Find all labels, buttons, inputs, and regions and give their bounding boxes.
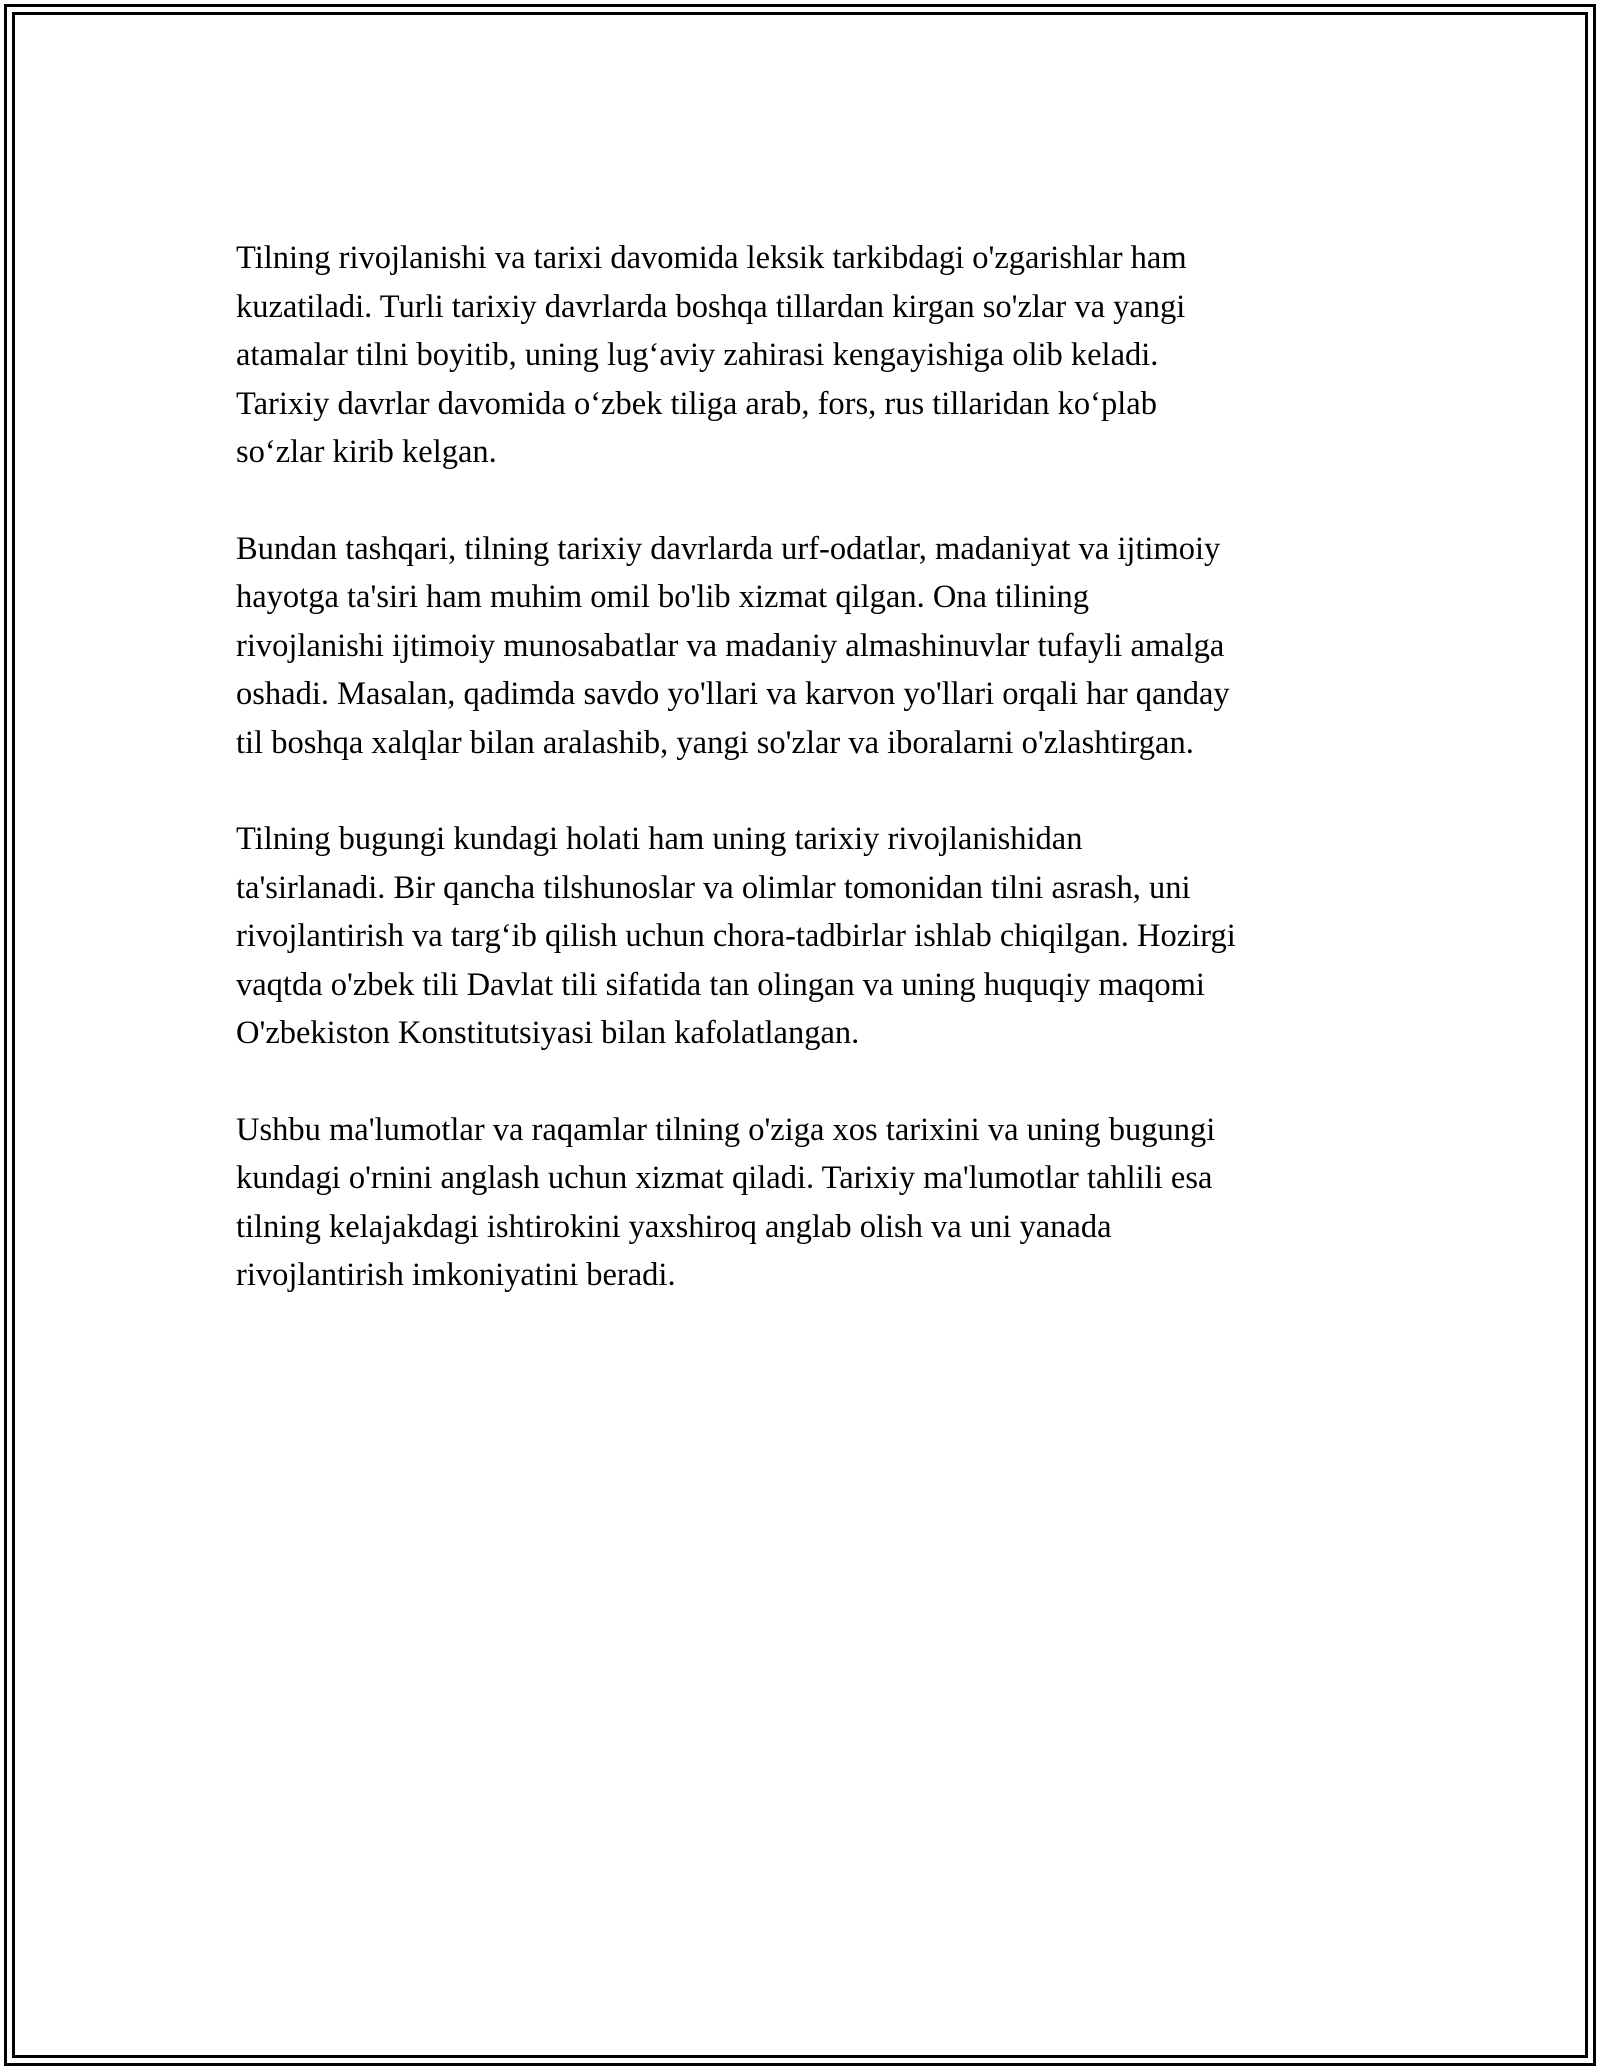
document-body xyxy=(236,234,1376,1348)
paragraph-lexical-changes: Tilning rivojlanishi va tarixi davomida leksik tarkibdagi o'zgarishlar ham kuzatiladi. Turli tarixiy davrlarda boshqa tillardan kirgan so'zlar va yangi atamalar tilni boyitib, uning lug‘aviy zahirasi kengayishiga olib keladi. Tarixiy davrlar davomida o‘zbek tiliga arab, fors, rus tillaridan ko‘plab so‘zlar kirib kelgan. xyxy=(236,240,1187,470)
paragraph-conclusion: Ushbu ma'lumotlar va raqamlar tilning o'ziga xos tarixini va uning bugungi kundagi o'rnini anglash uchun xizmat qiladi. Tarixiy ma'lumotlar tahlili esa tilning kelajakdagi ishtirokini yaxshiroq anglab olish va uni yanada rivojlantirish imkoniyatini beradi. xyxy=(236,1111,1216,1293)
paragraph-cultural-influence: Bundan tashqari, tilning tarixiy davrlarda urf-odatlar, madaniyat va ijtimoiy hayotga ta'siri ham muhim omil bo'lib xizmat qilgan. Ona tilining rivojlanishi ijtimoiy munosabatlar va madaniy almashinuvlar tufayli amalga oshadi. Masalan, qadimda savdo yo'llari va karvon yo'llari orqali har qanday til boshqa xalqlar bilan aralashib, yangi so'zlar va iboralarni o'zlashtirgan. xyxy=(236,530,1230,761)
paragraph-current-status: Tilning bugungi kundagi holati ham uning tarixiy rivojlanishidan ta'sirlanadi. Bir qancha tilshunoslar va olimlar tomonidan tilni asrash, uni rivojlantirish va targ‘ib qilish uchun chora-tadbirlar ishlab chiqilgan. Hozirgi vaqtda o'zbek tili Davlat tili sifatida tan olingan va uning huquqiy maqomi O'zbekiston Konstitutsiyasi bilan kafolatlangan. xyxy=(236,821,1236,1051)
